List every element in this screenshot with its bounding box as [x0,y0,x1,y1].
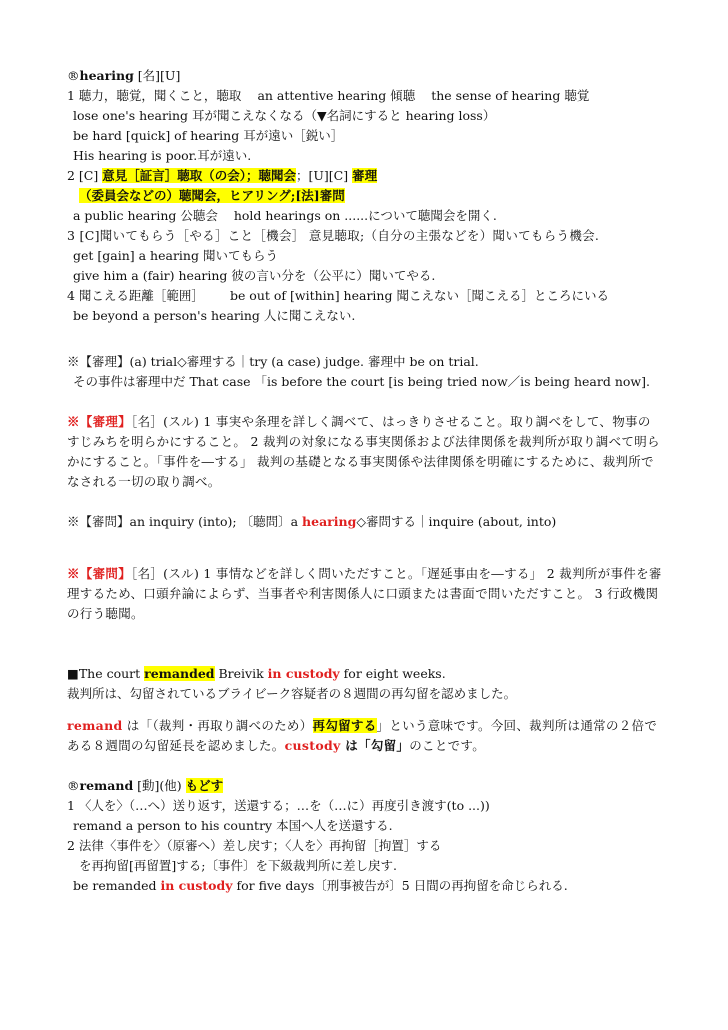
highlight: 意見［証言］聴取（の会）；聴聞会 [102,168,296,183]
red-in-custody: in custody [267,666,340,681]
shinmon-definition: ※【審問】［名］(スル) 1 事情などを詳しく問いただすこと。「遅延事由を―する」 2 裁判所が事件を審理するため、口頭弁論によらず、当事者や利害関係人に口頭または書面で問いただすこと。 3 行政機関の行う聴聞。 [67,566,662,621]
news-sentence: ■The court remanded Breivik in custody for eight weeks. [67,666,446,681]
highlight-resaikoryu: 再勾留する [312,718,377,733]
headword-hearing: hearing [79,68,134,83]
highlight: 審理 [352,168,378,183]
hearing-sense-4: 4 聞こえる距離［範囲］ be out of [within] hearing 聞こえない［聞こえる］ところにいる [67,288,609,303]
remand-sense-2-cont: を再拘留[再留置]する;〔事件〕を下級裁判所に差し戻す. [79,858,397,873]
document-page [67,66,663,896]
highlight-remanded: remanded [144,666,215,681]
hearing-sense-2-cont [67,186,663,206]
word-custody-red: custody [284,738,341,753]
shinri-definition: ※【審理】［名］(スル) 1 事実や条理を詳しく調べて、はっきりさせること。取り調べをして、物事のすじみちを明らかにすること。 2 裁判の対象になる事実関係および法律関係を裁判所が取り調べて明らかにすること。「事件を―する」 裁判の基礎となる事実関係や法律関係を明確にするために、裁判所でなされる一切の取り調べ。 [67,414,660,489]
hearing-sense-1: 1 聴力，聴覚，聞くこと，聴取 an attentive hearing 傾聴 the sense of hearing 聴覚 [67,88,590,103]
word-remand-red: remand [67,718,123,733]
remand-sense-1: 1 〈人を〉（…へ）送り返す，送還する；…を（…に）再度引き渡す(to ...)) [67,798,490,813]
red-in-custody: in custody [160,878,233,893]
entry-head-red: ※【審問】 [67,566,132,581]
shinmon-entry-line: ※【審問】an inquiry (into); 〔聴問〕a hearing◇審問する｜inquire (about, into) [67,514,557,529]
highlight: （委員会などの）聴聞会，ヒアリング;[法]審問 [79,188,345,203]
registered-mark: ® [67,778,80,793]
example-line: be hard [quick] of hearing 耳が遠い［鋭い］ [73,128,344,143]
entry-head-red: ※【審理】 [67,414,132,429]
example-line: His hearing is poor.耳が遠い. [73,148,252,163]
example-line: be remanded in custody for five days〔刑事被告が〕5 日間の再拘留を命じられる. [73,878,568,893]
remand-headword-line: ®remand [動](他) もどす [67,778,224,793]
example-line: remand a person to his country 本国へ人を送還する. [73,818,393,833]
news-translation: 裁判所は、勾留されているブライビーク容疑者の８週間の再勾留を認めました。 [67,686,517,701]
shinri-entry-line-2: その事件は審理中だ That case 「is before the court [is being tried now／is being heard now]. [73,374,650,389]
registered-mark: ® [67,68,80,83]
remand-explanation: remand は「（裁判・再取り調べのため）再勾留する」という意味です。今回、裁判所は通常の２倍である８週間の勾留延長を認めました。custody は「勾留」のことです。 [67,718,658,753]
word-hearing-red: hearing [302,514,357,529]
hearing-sense-3: 3 [C]聞いてもらう［やる］こと［機会］ 意見聴取;（自分の主張などを）聞いてもらう機会. [67,228,600,243]
pos-label: [名][U] [133,68,181,83]
highlight-modosu: もどす [185,778,224,793]
hearing-sense-2: 2 [C] 意見［証言］聴取（の会）；聴聞会；[U][C] 審理 [67,168,378,183]
example-line: give him a (fair) hearing 彼の言い分を（公平に）聞いてやる. [73,268,436,283]
remand-sense-2: 2 法律〈事件を〉（原審へ）差し戻す；〈人を〉再拘留［拘置］する [67,838,442,853]
hearing-headword-line [67,66,663,86]
example-line: be beyond a person's hearing 人に聞こえない. [73,308,356,323]
example-line: lose one's hearing 耳が聞こえなくなる（▼名詞にすると hearing loss） [73,108,496,123]
shinri-entry-line-1: ※【審理】(a) trial◇審理する｜try (a case) judge. 審理中 be on trial. [67,354,479,369]
headword-remand: remand [79,778,134,793]
bullet-square: ■ [67,666,79,681]
example-line: a public hearing 公聴会 hold hearings on ......について聴聞会を開く. [73,208,497,223]
example-line: get [gain] a hearing 聞いてもらう [73,248,278,263]
